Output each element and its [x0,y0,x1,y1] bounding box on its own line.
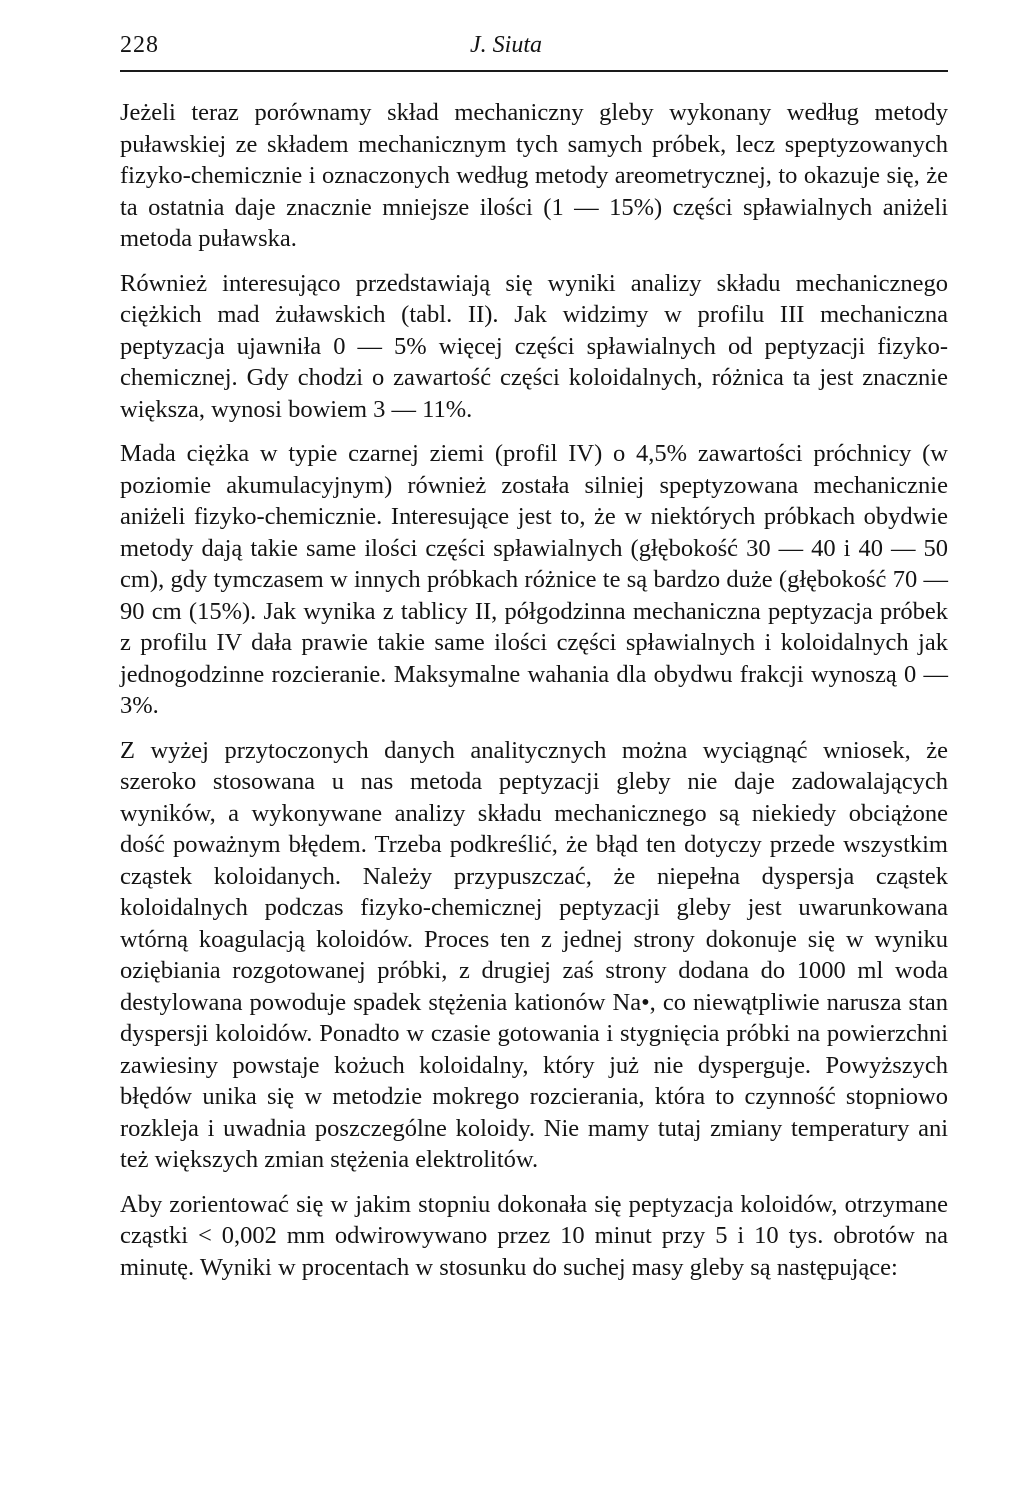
paragraph-1: Jeżeli teraz porównamy skład mechaniczny gleby wykonany według metody puławskiej ze składem mechanicznym tych samych próbek, lecz speptyzowanych fizyko-chemicznie i oznaczonych według metody areometrycznej, to okazuje się, że ta ostatnia daje znacznie mniejsze ilości (1 — 15%) części spławialnych aniżeli metoda puławska. [120,99,948,252]
body-text [120,97,948,1283]
page-number: 228 [120,32,159,58]
running-head [120,30,948,72]
paragraph-4: Z wyżej przytoczonych danych analitycznych można wyciągnąć wniosek, że szeroko stosowana u nas metoda peptyzacji gleby nie daje zadowalających wyników, a wykonywane analizy składu mechanicznego są niekiedy obciążone dość poważnym błędem. Trzeba podkreślić, że błąd ten dotyczy przede wszystkim cząstek koloidanych. Należy przypuszczać, że niepełna dyspersja cząstek koloidalnych podczas fizyko-chemicznej peptyzacji gleby jest uwarunkowana wtórną koagulacją koloidów. Proces ten z jednej strony dokonuje się w wyniku oziębiania rozgotowanej próbki, z drugiej zaś strony dodana do 1000 ml woda destylowana powoduje spadek stężenia kationów Na•, co niewątpliwie narusza stan dyspersji koloidów. Ponadto w czasie gotowania i stygnięcia próbki na powierzchni zawiesiny powstaje kożuch koloidalny, który już nie dysperguje. Powyższych błędów unika się w metodzie mokrego rozcierania, która to czynność stopniowo rozkleja i uwadnia poszczególne koloidy. Nie mamy tutaj zmiany temperatury ani też większych zmian stężenia elektrolitów. [120,736,948,1173]
paragraph-5: Aby zorientować się w jakim stopniu dokonała się peptyzacja koloidów, otrzymane cząstki < 0,002 mm odwirowywano przez 10 minut przy 5 i 10 tys. obrotów na minutę. Wyniki w procentach w stosunku do suchej masy gleby są następujące: [120,1190,948,1281]
paragraph-3: Mada ciężka w typie czarnej ziemi (profil IV) o 4,5% zawartości próchnicy (w poziomie akumulacyjnym) również została silniej speptyzowana mechanicznie aniżeli fizyko-chemicznie. Interesujące jest to, że w niektórych próbkach obydwie metody dają takie same ilości części spławialnych (głębokość 30 — 40 i 40 — 50 cm), gdy tymczasem w innych próbkach różnice te są bardzo duże (głębokość 70 — 90 cm (15%). Jak wynika z tablicy II, półgodzinna mechaniczna peptyzacja próbek z profilu IV dała prawie takie same ilości części spławialnych i koloidalnych jak jednogodzinne rozcieranie. Maksymalne wahania dla obydwu frakcji wynoszą 0 — 3%. [120,440,948,719]
paragraph-2: Również interesująco przedstawiają się wyniki analizy składu mechanicznego ciężkich mad żuławskich (tabl. II). Jak widzimy w profilu III mechaniczna peptyzacja ujawniła 0 — 5% więcej części spławialnych od peptyzacji fizyko-chemicznej. Gdy chodzi o zawartość części koloidalnych, różnica ta jest znacznie większa, wynosi bowiem 3 — 11%. [120,269,948,423]
running-title: J. Siuta [470,32,542,58]
